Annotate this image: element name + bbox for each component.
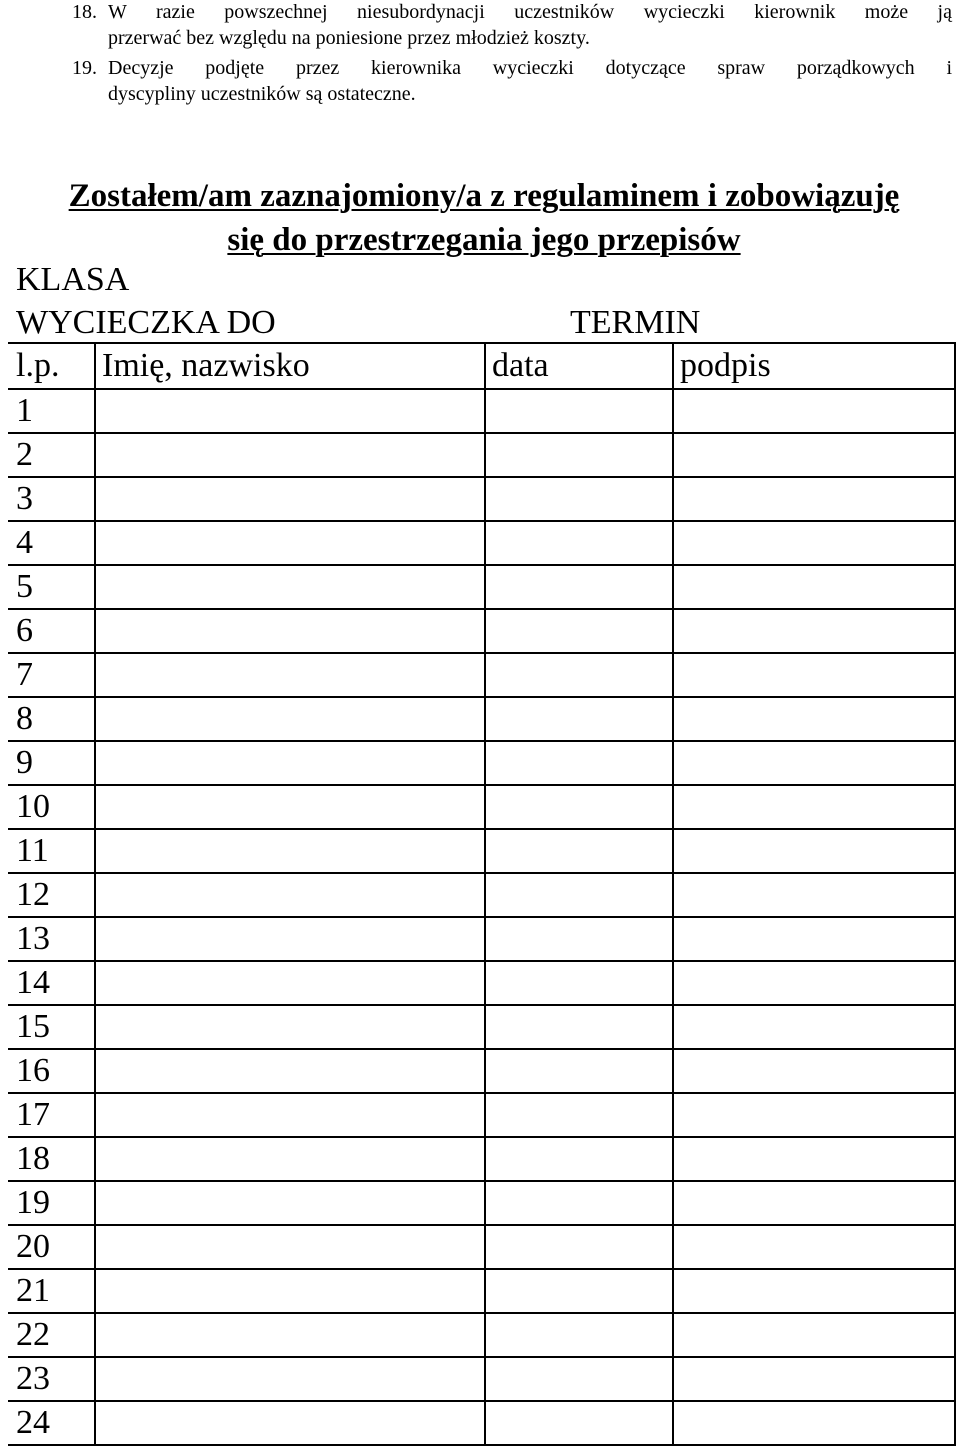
name-cell[interactable] [95, 917, 485, 961]
signature-cell[interactable] [673, 1269, 955, 1313]
row-number: 8 [8, 697, 95, 741]
rule-18 [0, 0, 960, 51]
row-number: 4 [8, 521, 95, 565]
row-number: 5 [8, 565, 95, 609]
signature-cell[interactable] [673, 609, 955, 653]
rules-list [0, 0, 960, 107]
signature-cell[interactable] [673, 477, 955, 521]
date-cell[interactable] [485, 1093, 673, 1137]
row-number: 21 [8, 1269, 95, 1313]
signature-cell[interactable] [673, 829, 955, 873]
date-cell[interactable] [485, 609, 673, 653]
row-number: 22 [8, 1313, 95, 1357]
date-cell[interactable] [485, 433, 673, 477]
row-number: 2 [8, 433, 95, 477]
row-number: 24 [8, 1401, 95, 1445]
date-cell[interactable] [485, 1313, 673, 1357]
name-cell[interactable] [95, 1225, 485, 1269]
name-cell[interactable] [95, 477, 485, 521]
row-number: 17 [8, 1093, 95, 1137]
table-row [8, 1401, 955, 1445]
signature-cell[interactable] [673, 697, 955, 741]
row-number: 3 [8, 477, 95, 521]
date-cell[interactable] [485, 1181, 673, 1225]
table-body [8, 389, 955, 1445]
date-cell[interactable] [485, 873, 673, 917]
date-cell[interactable] [485, 1357, 673, 1401]
signature-cell[interactable] [673, 433, 955, 477]
date-term-label: TERMIN [570, 304, 701, 341]
table-row [8, 565, 955, 609]
rule-text-line: W razie powszechnej niesubordynacji uczestników wycieczki kierownik może ją [108, 1, 952, 23]
table-row [8, 829, 955, 873]
row-number: 18 [8, 1137, 95, 1181]
signature-cell[interactable] [673, 1093, 955, 1137]
table-row [8, 917, 955, 961]
rule-text [108, 0, 952, 51]
signature-cell[interactable] [673, 1313, 955, 1357]
name-cell[interactable] [95, 389, 485, 433]
rule-text [108, 55, 952, 107]
row-number: 7 [8, 653, 95, 697]
date-cell[interactable] [485, 1401, 673, 1445]
name-cell[interactable] [95, 785, 485, 829]
name-cell[interactable] [95, 1137, 485, 1181]
signature-cell[interactable] [673, 1005, 955, 1049]
table-row [8, 1137, 955, 1181]
date-cell[interactable] [485, 741, 673, 785]
date-cell[interactable] [485, 521, 673, 565]
signature-cell[interactable] [673, 1137, 955, 1181]
signature-cell[interactable] [673, 389, 955, 433]
table-row [8, 477, 955, 521]
date-cell[interactable] [485, 1269, 673, 1313]
table-row [8, 653, 955, 697]
table-row [8, 1181, 955, 1225]
date-cell[interactable] [485, 1137, 673, 1181]
name-cell[interactable] [95, 741, 485, 785]
row-number: 6 [8, 609, 95, 653]
class-field-label: KLASA [16, 261, 130, 298]
name-cell[interactable] [95, 565, 485, 609]
declaration-line: się do przestrzegania jego przepisów [227, 222, 741, 258]
date-cell[interactable] [485, 477, 673, 521]
name-cell[interactable] [95, 829, 485, 873]
rule-number: 19. [72, 57, 97, 79]
row-number: 13 [8, 917, 95, 961]
date-cell[interactable] [485, 1005, 673, 1049]
signature-cell[interactable] [673, 961, 955, 1005]
rule-number: 18. [72, 1, 97, 23]
table-row [8, 1005, 955, 1049]
row-number: 11 [8, 829, 95, 873]
date-cell[interactable] [485, 829, 673, 873]
date-cell[interactable] [485, 565, 673, 609]
table-row [8, 609, 955, 653]
table-row [8, 389, 955, 433]
table-header-row [8, 343, 955, 389]
date-cell[interactable] [485, 653, 673, 697]
row-number: 14 [8, 961, 95, 1005]
table-row [8, 741, 955, 785]
declaration-heading [14, 174, 954, 262]
rule-text-line: dyscypliny uczestników są ostateczne. [108, 83, 416, 105]
header-signature: podpis [673, 343, 955, 389]
date-cell[interactable] [485, 1049, 673, 1093]
row-number: 19 [8, 1181, 95, 1225]
name-cell[interactable] [95, 1049, 485, 1093]
name-cell[interactable] [95, 1313, 485, 1357]
header-name: Imię, nazwisko [95, 343, 485, 389]
signature-cell[interactable] [673, 785, 955, 829]
signature-cell[interactable] [673, 565, 955, 609]
signature-cell[interactable] [673, 917, 955, 961]
signature-cell[interactable] [673, 653, 955, 697]
name-cell[interactable] [95, 961, 485, 1005]
rule-19 [0, 55, 960, 107]
row-number: 15 [8, 1005, 95, 1049]
name-cell[interactable] [95, 1181, 485, 1225]
table-row [8, 1225, 955, 1269]
rule-text-line: Decyzje podjęte przez kierownika wycieczki dotyczące spraw porządkowych i [108, 57, 952, 79]
table-row [8, 1093, 955, 1137]
row-number: 16 [8, 1049, 95, 1093]
name-cell[interactable] [95, 1093, 485, 1137]
name-cell[interactable] [95, 1357, 485, 1401]
name-cell[interactable] [95, 609, 485, 653]
table-row [8, 961, 955, 1005]
table-row [8, 1049, 955, 1093]
trip-destination-label: WYCIECZKA DO [16, 304, 276, 341]
date-cell[interactable] [485, 917, 673, 961]
row-number: 10 [8, 785, 95, 829]
signature-cell[interactable] [673, 1225, 955, 1269]
table-row [8, 1313, 955, 1357]
signature-cell[interactable] [673, 741, 955, 785]
header-lp: l.p. [8, 343, 95, 389]
name-cell[interactable] [95, 873, 485, 917]
name-cell[interactable] [95, 697, 485, 741]
row-number: 9 [8, 741, 95, 785]
name-cell[interactable] [95, 1401, 485, 1445]
row-number: 1 [8, 389, 95, 433]
name-cell[interactable] [95, 1005, 485, 1049]
table-row [8, 1357, 955, 1401]
name-cell[interactable] [95, 433, 485, 477]
table-row [8, 433, 955, 477]
row-number: 20 [8, 1225, 95, 1269]
signature-cell[interactable] [673, 1181, 955, 1225]
signature-cell[interactable] [673, 1401, 955, 1445]
signature-cell[interactable] [673, 521, 955, 565]
header-date: data [485, 343, 673, 389]
signature-table [8, 342, 956, 1446]
row-number: 12 [8, 873, 95, 917]
row-number: 23 [8, 1357, 95, 1401]
date-cell[interactable] [485, 1225, 673, 1269]
table-row [8, 521, 955, 565]
date-cell[interactable] [485, 961, 673, 1005]
date-cell[interactable] [485, 697, 673, 741]
date-cell[interactable] [485, 389, 673, 433]
signature-cell[interactable] [673, 1049, 955, 1093]
declaration-line: Zostałem/am zaznajomiony/a z regulaminem i zobowiązuję [68, 178, 900, 214]
name-cell[interactable] [95, 653, 485, 697]
table-row [8, 1269, 955, 1313]
signature-cell[interactable] [673, 873, 955, 917]
name-cell[interactable] [95, 1269, 485, 1313]
rule-text-line: przerwać bez względu na poniesione przez młodzież koszty. [108, 27, 590, 49]
table-row [8, 785, 955, 829]
name-cell[interactable] [95, 521, 485, 565]
table-row [8, 697, 955, 741]
table-row [8, 873, 955, 917]
signature-cell[interactable] [673, 1357, 955, 1401]
date-cell[interactable] [485, 785, 673, 829]
